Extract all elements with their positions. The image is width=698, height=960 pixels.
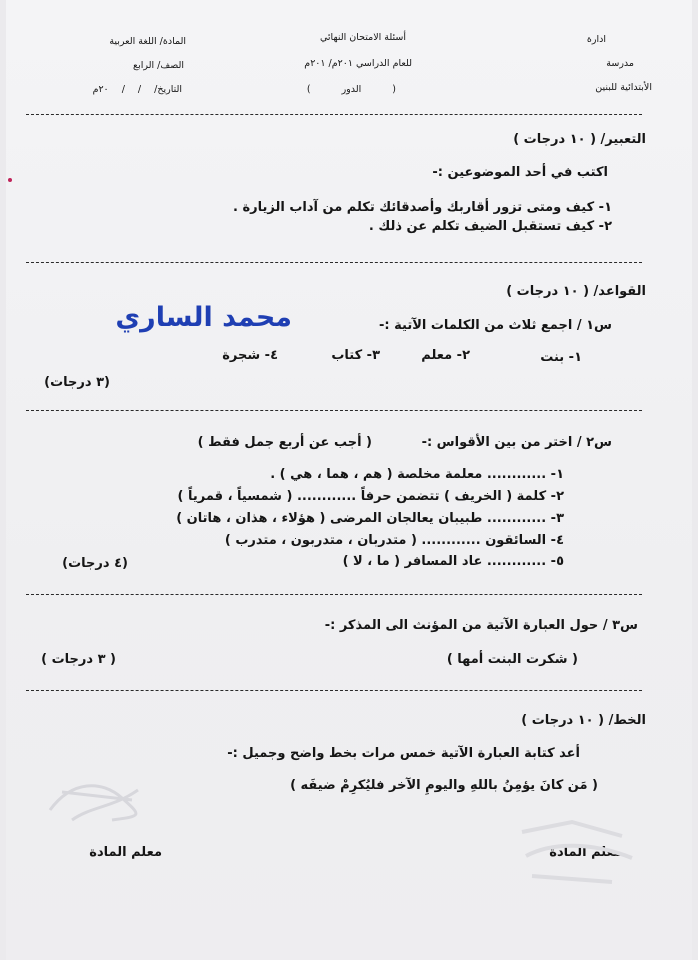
q1-word: ٤- شجرة	[222, 348, 278, 363]
handwriting-instruction: أعد كتابة العبارة الآتية خمس مرات بخط واضح وجميل :-	[227, 746, 580, 761]
header-subject: المادة/ اللغة العربية	[109, 36, 186, 47]
q1-word: ١- بنت	[540, 350, 582, 365]
expression-topic-1: ١- كيف ومتى تزور أقاربك وأصدقائك تكلم من آداب الزيارة .	[233, 200, 612, 215]
handwriting-phrase: ( مَن كانَ يؤمِنُ باللهِ واليومِ الآخر فليُكرِمْ ضيفَه )	[290, 778, 598, 793]
divider	[26, 262, 642, 263]
header-session: ( الدور )	[306, 84, 396, 95]
header-grade: الصف/ الرابع	[133, 60, 184, 71]
q2-item: ٤- السائقون ............ ( متدربان ، متدربون ، متدرب )	[224, 533, 564, 548]
expression-topic-2: ٢- كيف تستقبل الضيف تكلم عن ذلك .	[368, 219, 612, 234]
q2-marks: (٤ درجات)	[62, 556, 128, 571]
q1-prompt: س١ / اجمع ثلاث من الكلمات الآتية :-	[379, 318, 612, 333]
q2-item: ٣- ............ طبيبان يعالجان المرضى ( هؤلاء ، هذان ، هاتان )	[176, 511, 564, 526]
grammar-title: القواعد/ ( ١٠ درجات )	[506, 284, 646, 299]
header-exam-title: أسئلة الامتحان النهائي	[320, 32, 406, 43]
header-date: التاريخ/ / / ٢٠م	[92, 84, 182, 95]
divider	[26, 690, 642, 691]
exam-sheet	[6, 0, 692, 960]
header-academic-year: للعام الدراسي ٢٠١م/ ٢٠١م	[304, 58, 412, 69]
q2-item: ٢- كلمة ( الخريف ) تتضمن حرفاً ............ ( شمسياً ، قمرياً )	[177, 489, 564, 504]
divider	[26, 410, 642, 411]
q3-marks: ( ٣ درجات )	[41, 652, 116, 667]
handwriting-title: الخط/ ( ١٠ درجات )	[521, 713, 646, 728]
q1-word: ٢- معلم	[421, 348, 470, 363]
divider	[26, 114, 642, 115]
signature: محمد الساري	[115, 302, 292, 333]
faint-stamp-icon	[512, 812, 642, 892]
expression-title: التعبير/ ( ١٠ درجات )	[513, 132, 646, 147]
q3-prompt: س٣ / حول العبارة الآتية من المؤنث الى المذكر :-	[324, 618, 638, 633]
q2-note: ( أجب عن أربع جمل فقط )	[197, 435, 372, 450]
q1-word: ٣- كتاب	[331, 348, 380, 363]
header-school-type: الأبتدائية للبنين	[595, 82, 652, 93]
header-admin: ادارة	[586, 34, 606, 45]
footer-teacher-right: معلم المادة	[549, 845, 622, 860]
q2-prompt: س٢ / اختر من بين الأقواس :-	[421, 435, 612, 450]
ink-spot	[8, 178, 12, 182]
q2-item: ٥- ............ عاد المسافر ( ما ، لا )	[342, 554, 564, 569]
header-school: مدرسة	[606, 58, 634, 69]
expression-instruction: اكتب في أحد الموضوعين :-	[432, 165, 608, 180]
faint-stamp-icon	[42, 770, 152, 830]
divider	[26, 594, 642, 595]
q1-marks: (٣ درجات)	[44, 375, 110, 390]
q2-item: ١- ............ معلمة مخلصة ( هم ، هما ، هي ) .	[270, 467, 564, 482]
footer-teacher-left: معلم المادة	[89, 845, 162, 860]
q3-sentence: ( شكرت البنت أمها )	[446, 652, 578, 667]
